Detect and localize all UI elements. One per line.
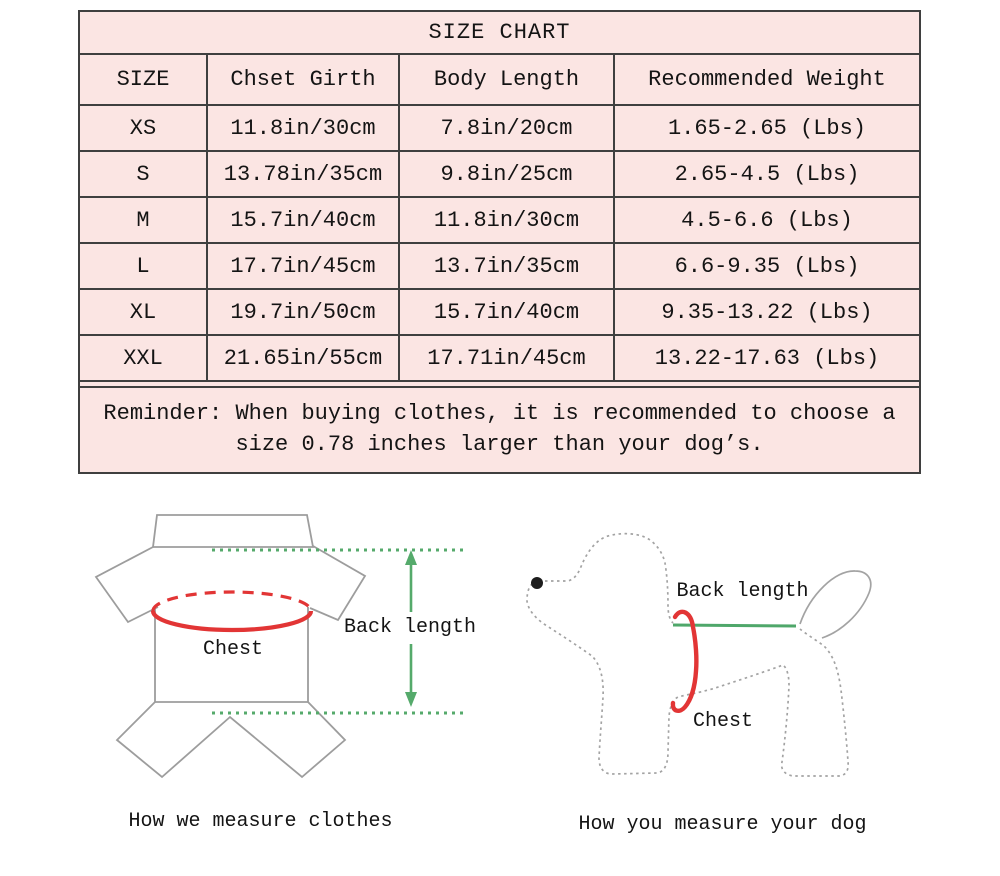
cell-weight: 4.5-6.6 (Lbs) <box>681 207 853 233</box>
arrow-down-head <box>405 692 417 707</box>
clothes-chest-label: Chest <box>202 638 263 661</box>
collar-shape <box>153 515 313 547</box>
cell-weight: 13.22-17.63 (Lbs) <box>654 345 880 371</box>
cell-size: S <box>80 152 208 196</box>
dog-diagram-caption: How you measure your dog <box>578 813 867 836</box>
clothes-measure-diagram <box>80 490 500 820</box>
dog-back-length-label: Back length <box>676 580 809 603</box>
clothes-back-length-label: Back length <box>343 616 477 639</box>
reminder-line-2: size 0.78 inches larger than your dog’s. <box>235 432 764 457</box>
cell-body-length: 11.8in/30cm <box>400 198 615 242</box>
left-sleeve-shape <box>96 547 158 622</box>
cell-size: M <box>80 198 208 242</box>
cell-chest-girth: 19.7in/50cm <box>208 290 400 334</box>
cell-body-length: 17.71in/45cm <box>400 336 615 380</box>
arrow-up-head <box>405 550 417 565</box>
dog-chest-arc <box>673 612 696 711</box>
table-row <box>80 152 919 198</box>
cell-size: XXL <box>80 336 208 380</box>
table-row <box>80 244 919 290</box>
cell-chest-girth: 17.7in/45cm <box>208 244 400 288</box>
table-row <box>80 198 919 244</box>
cell-weight: 6.6-9.35 (Lbs) <box>674 253 860 279</box>
table-title: SIZE CHART <box>80 12 919 55</box>
header-size: SIZE <box>80 55 208 104</box>
cell-chest-girth: 13.78in/35cm <box>208 152 400 196</box>
table-row <box>80 106 919 152</box>
right-sleeve-shape <box>310 546 365 620</box>
header-chest-girth: Chset Girth <box>208 55 400 104</box>
dog-chest-label: Chest <box>692 710 753 733</box>
dog-nose-dot <box>531 577 543 589</box>
cell-chest-girth: 15.7in/40cm <box>208 198 400 242</box>
cell-weight: 1.65-2.65 (Lbs) <box>667 115 867 141</box>
cell-chest-girth: 11.8in/30cm <box>208 106 400 150</box>
dog-outline <box>527 534 848 776</box>
reminder-line-1: Reminder: When buying clothes, it is recommended to choose a <box>103 401 896 426</box>
header-body-length: Body Length <box>400 55 615 104</box>
dog-measure-diagram <box>500 490 920 830</box>
cell-size: L <box>80 244 208 288</box>
cell-weight: 2.65-4.5 (Lbs) <box>674 161 860 187</box>
chest-ellipse-dashed <box>153 592 311 611</box>
header-recommended-weight: Recommended Weight <box>648 67 886 92</box>
size-chart-table <box>78 10 921 474</box>
cell-body-length: 7.8in/20cm <box>400 106 615 150</box>
chest-ellipse-solid <box>153 611 311 630</box>
cell-size: XS <box>80 106 208 150</box>
cell-body-length: 9.8in/25cm <box>400 152 615 196</box>
table-row <box>80 290 919 336</box>
cell-body-length: 15.7in/40cm <box>400 290 615 334</box>
table-header-row <box>80 55 919 106</box>
cell-weight: 9.35-13.22 (Lbs) <box>661 299 873 325</box>
reminder-note <box>80 388 919 472</box>
cell-size: XL <box>80 290 208 334</box>
clothes-diagram-caption: How we measure clothes <box>128 810 393 833</box>
cell-chest-girth: 21.65in/55cm <box>208 336 400 380</box>
cell-body-length: 13.7in/35cm <box>400 244 615 288</box>
table-row <box>80 336 919 382</box>
